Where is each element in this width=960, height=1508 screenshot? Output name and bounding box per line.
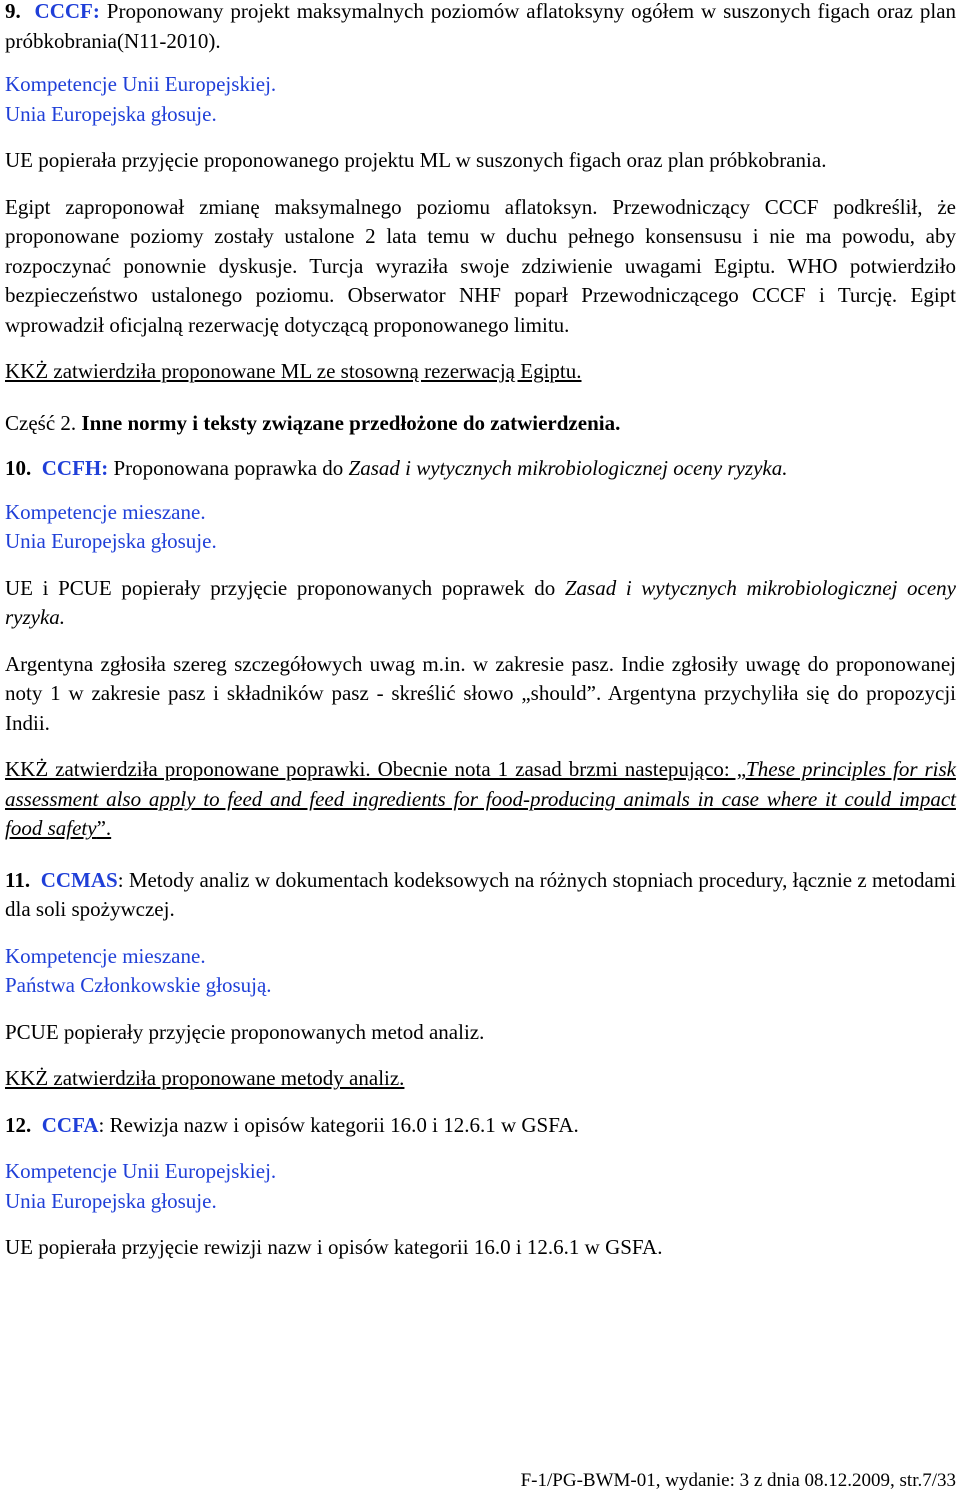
section-10-paragraph-3-end: ”. [96, 816, 112, 840]
section-10-committee: CCFH: [41, 456, 109, 480]
section-12-title: : Rewizja nazw i opisów kategorii 16.0 i 12.6.1 w GSFA. [98, 1112, 579, 1137]
section-10-title: Proponowana poprawka do [108, 456, 349, 480]
section-10-paragraph-1 [5, 574, 956, 633]
section-10-note-quote: These principles for risk assessment also apply to feed and feed ingredients for food-producing animals in case where it could impact food safety [5, 757, 956, 840]
section-10-paragraph-1-text: UE i PCUE popierały przyjęcie proponowanych poprawek do [5, 575, 565, 600]
section-9-heading [5, 0, 956, 56]
section-12-competence: Kompetencje Unii Europejskiej. [5, 1159, 277, 1183]
section-11-committee: CCMAS [40, 867, 118, 892]
section-10-paragraph-1-italic: Zasad i wytycznych mikrobiologicznej oceny ryzyka. [5, 575, 956, 629]
section-9-paragraph-3: KKŻ zatwierdziła proponowane ML ze stosowną rezerwacją Egiptu. [5, 359, 582, 383]
section-12-vote: Unia Europejska głosuje. [5, 1188, 217, 1213]
part-2-heading [5, 409, 956, 439]
section-10-number: 10. [5, 456, 32, 480]
section-12-committee: CCFA [41, 1112, 99, 1137]
section-10-heading [5, 454, 956, 484]
section-9-competence: Kompetencje Unii Europejskiej. [5, 72, 277, 96]
section-11-title: : Metody analiz w dokumentach kodeksowych na różnych stopniach procedury, łącznie z metodami dla soli spożywczej. [5, 867, 956, 921]
section-10-paragraph-3-text: KKŻ zatwierdziła proponowane poprawki. Obecnie nota 1 zasad brzmi nastepująco: „ [5, 757, 747, 781]
section-10-paragraph-3 [5, 755, 956, 844]
page-footer: F-1/PG-BWM-01, wydanie: 3 z dnia 08.12.2009, str.7/33 [520, 1470, 956, 1491]
section-12-paragraph-1: UE popierała przyjęcie rewizji nazw i opisów kategorii 16.0 i 12.6.1 w GSFA. [5, 1235, 663, 1259]
section-11-heading [5, 866, 956, 925]
section-9-committee: CCCF: [34, 0, 100, 23]
section-11-competence: Kompetencje mieszane. [5, 943, 206, 968]
section-9-paragraph-2: Egipt zaproponował zmianę maksymalnego poziomu aflatoksyn. Przewodniczący CCCF podkreślił, że proponowane poziomy zostały ustalone 2 lata temu w duchu pełnego konsensusu i nie ma powodu, aby rozpoczynać ponownie dyskusje. Turcja wyraziła swoje zdziwienie uwagami Egiptu. WHO potwierdziło bezpieczeństwo ustalonego poziomu. Obserwator NHF poparł Przewodniczącego CCCF i Turcję. Egipt wprowadził oficjalną rezerwację dotyczącą proponowanego limitu. [5, 194, 956, 337]
section-12-number: 12. [5, 1112, 32, 1137]
section-9-title: Proponowany projekt maksymalnych poziomów aflatoksyny ogółem w suszonych figach oraz plan próbkobrania(N11-2010). [5, 0, 957, 53]
section-10-vote: Unia Europejska głosuje. [5, 529, 217, 553]
document-body [5, 0, 956, 1263]
part-2-title: Inne normy i teksty związane przedłożone do zatwierdzenia. [76, 410, 621, 435]
section-11-number: 11. [5, 867, 31, 892]
section-9-paragraph-1: UE popierała przyjęcie proponowanego projektu ML w suszonych figach oraz plan próbkobrania. [5, 148, 827, 172]
section-12-heading [5, 1111, 956, 1141]
part-2-prefix: Część 2. [5, 410, 77, 435]
section-11-vote: Państwa Członkowskie głosują. [5, 973, 272, 997]
section-10-title-italic: Zasad i wytycznych mikrobiologicznej oceny ryzyka. [348, 456, 788, 480]
section-10-competence: Kompetencje mieszane. [5, 499, 206, 524]
section-10-paragraph-2: Argentyna zgłosiła szereg szczegółowych uwag m.in. w zakresie pasz. Indie zgłosiły uwagę do proponowanej noty 1 w zakresie pasz i składników pasz - skreślić słowo „should”. Argentyna przychyliła się do propozycji Indii. [5, 651, 956, 735]
section-9-vote: Unia Europejska głosuje. [5, 101, 217, 126]
section-11-paragraph-1: PCUE popierały przyjęcie proponowanych metod analiz. [5, 1019, 485, 1044]
section-9-number: 9. [5, 0, 21, 23]
section-11-paragraph-2: KKŻ zatwierdziła proponowane metody analiz. [5, 1066, 405, 1090]
